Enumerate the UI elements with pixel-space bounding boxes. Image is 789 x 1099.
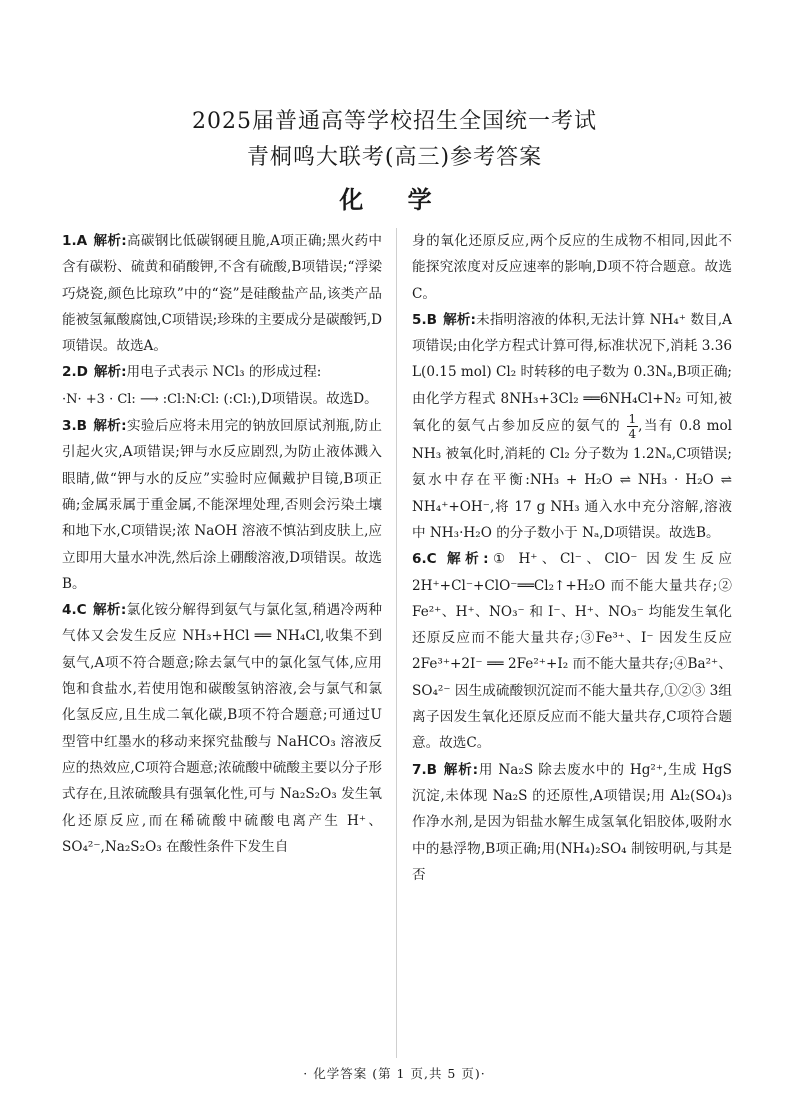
answer-text: 氯化铵分解得到氨气与氯化氢,稍遇冷两种气体又会发生反应 NH₃+HCl ══ NH₄Cl,收集不到氨气,A项不符合题意;除去氯气中的氯化氢气体,应用饱和食盐水,若使用饱和碳酸氢钠溶液,会与氯气和氯化氢反应,且生成二氧化碳,B项不符合题意;可通过U型管中红墨水的移动来探究盐酸与 NaHCO₃ 溶液反应的热效应,C项符合题意;浓硫酸中硫酸主要以分子形式存在,且浓硫酸具有强氧化性,可与 Na₂S₂O₃ 发生氧化还原反应,而在稀硫酸中硫酸电离产生 H⁺、SO₄²⁻,Na₂S₂O₃ 在酸性条件下发生自 xyxy=(62,602,382,855)
answer-number: 5.B xyxy=(412,311,437,328)
answer-number: 6.C xyxy=(412,551,437,568)
subject-heading: 化 学 xyxy=(339,186,450,214)
answer-7 xyxy=(412,757,732,888)
page-footer: · 化学答案 (第 1 页,共 5 页)· xyxy=(303,1066,486,1081)
analysis-label: 解析: xyxy=(92,418,127,435)
answer-text: ① H⁺、Cl⁻、ClO⁻ 因发生反应 2H⁺+Cl⁻+ClO⁻══Cl₂↑+H₂O 而不能大量共存;② Fe²⁺、H⁺、NO₃⁻ 和 I⁻、H⁺、NO₃⁻ 均能发生氧化还原反应而不能大量共存;③Fe³⁺、I⁻ 因发生反应 2Fe³⁺+2I⁻ ══ 2Fe²⁺+I₂ 而不能大量共存;④Ba²⁺、SO₄²⁻ 因生成硫酸钡沉淀而不能大量共存,①②③ 3组离子因发生氧化还原反应而不能大量共存,C项符合题意。故选C。 xyxy=(412,551,733,752)
answer-text: 用 Na₂S 除去废水中的 Hg²⁺,生成 HgS 沉淀,未体现 Na₂S 的还原性,A项错误;用 Al₂(SO₄)₃ 作净水剂,是因为铝盐水解生成氢氧化铝胶体,吸附水中的悬浮物,B项正确;用(NH₄)₂SO₄ 制铵明矾,与其是否 xyxy=(412,761,732,883)
exam-subtitle: 青桐鸣大联考(高三)参考答案 xyxy=(246,145,543,170)
answer-1 xyxy=(62,228,382,359)
fraction xyxy=(627,412,639,441)
answer-2 xyxy=(62,359,382,413)
exam-title: 2025届普通高等学校招生全国统一考试 xyxy=(192,109,597,134)
answer-text-cont: ,D项错误。故选D。 xyxy=(256,390,378,407)
answer-5 xyxy=(412,307,732,546)
electron-formula: ·N· +3 · Cl: ⟶ :Cl:N:Cl: (:Cl:) xyxy=(62,391,257,407)
answer-4-continued xyxy=(412,228,732,307)
fraction-numerator: 1 xyxy=(628,412,637,427)
answer-text: 高碳钢比低碳钢硬且脆,A项正确;黑火药中含有碳粉、硫黄和硝酸钾,不含有硫酸,B项错误;“浮梁巧烧瓷,颜色比琼玖”中的“瓷”是硅酸盐产品,该类产品能被氢氟酸腐蚀,C项错误;珍珠的主要成分是碳酸钙,D项错误。故选A。 xyxy=(62,233,382,355)
analysis-label: 解析: xyxy=(93,233,127,249)
answer-number: 4.C xyxy=(62,602,87,619)
answer-text: 未指明溶液的体积,无法计算 NH₄⁺ 数目,A项错误;由化学方程式计算可得,标准状况下,消耗 3.36 L(0.15 mol) Cl₂ 时转移的电子数为 0.3Nₐ,B项正确;由化学方程式 8NH₃+3Cl₂ ══6NH₄Cl+N₂ 可知,被氧化的氨气占参加反应的氨气的 xyxy=(412,311,732,435)
column-divider xyxy=(396,228,397,1058)
answer-3 xyxy=(62,413,382,597)
answer-text: 身的氧化还原反应,两个反应的生成物不相同,因此不能探究浓度对反应速率的影响,D项不符合题意。故选C。 xyxy=(412,233,732,302)
answer-6 xyxy=(412,546,732,756)
answer-number: 7.B xyxy=(412,761,437,778)
answer-text: 用电子式表示 NCl₃ 的形成过程: xyxy=(126,364,322,381)
analysis-label: 解析: xyxy=(93,364,127,381)
analysis-label: 解析: xyxy=(442,551,489,568)
answer-number: 2.D xyxy=(62,364,88,381)
fraction-denominator: 4 xyxy=(628,427,637,442)
answer-text-cont: ,当有 0.8 mol NH₃ 被氧化时,消耗的 Cl₂ 分子数为 1.2Nₐ,C项错误;氨水中存在平衡:NH₃ + H₂O ⇌ NH₃ · H₂O ⇌ NH₄⁺+OH⁻,将 17 g NH₃ 通入水中充分溶解,溶液中 NH₃·H₂O 的分子数小于 Nₐ,D项错误。故选B。 xyxy=(412,418,732,541)
answer-text: 实验后应将未用完的钠放回原试剂瓶,防止引起火灾,A项错误;钾与水反应剧烈,为防止液体溅入眼睛,做“钾与水的反应”实验时应佩戴护目镜,B项正确;金属汞属于重金属,不能深埋处理,否则会污染土壤和地下水,C项错误;浓 NaOH 溶液不慎沾到皮肤上,应立即用大量水冲洗,然后涂上硼酸溶液,D项错误。故选B。 xyxy=(62,418,383,592)
analysis-label: 解析: xyxy=(92,602,127,619)
analysis-label: 解析: xyxy=(442,761,479,778)
answer-number: 3.B xyxy=(62,418,87,435)
left-column xyxy=(62,228,382,860)
analysis-label: 解析: xyxy=(442,311,476,328)
answer-4 xyxy=(62,597,382,860)
right-column xyxy=(412,228,732,888)
answer-number: 1.A xyxy=(62,233,88,249)
